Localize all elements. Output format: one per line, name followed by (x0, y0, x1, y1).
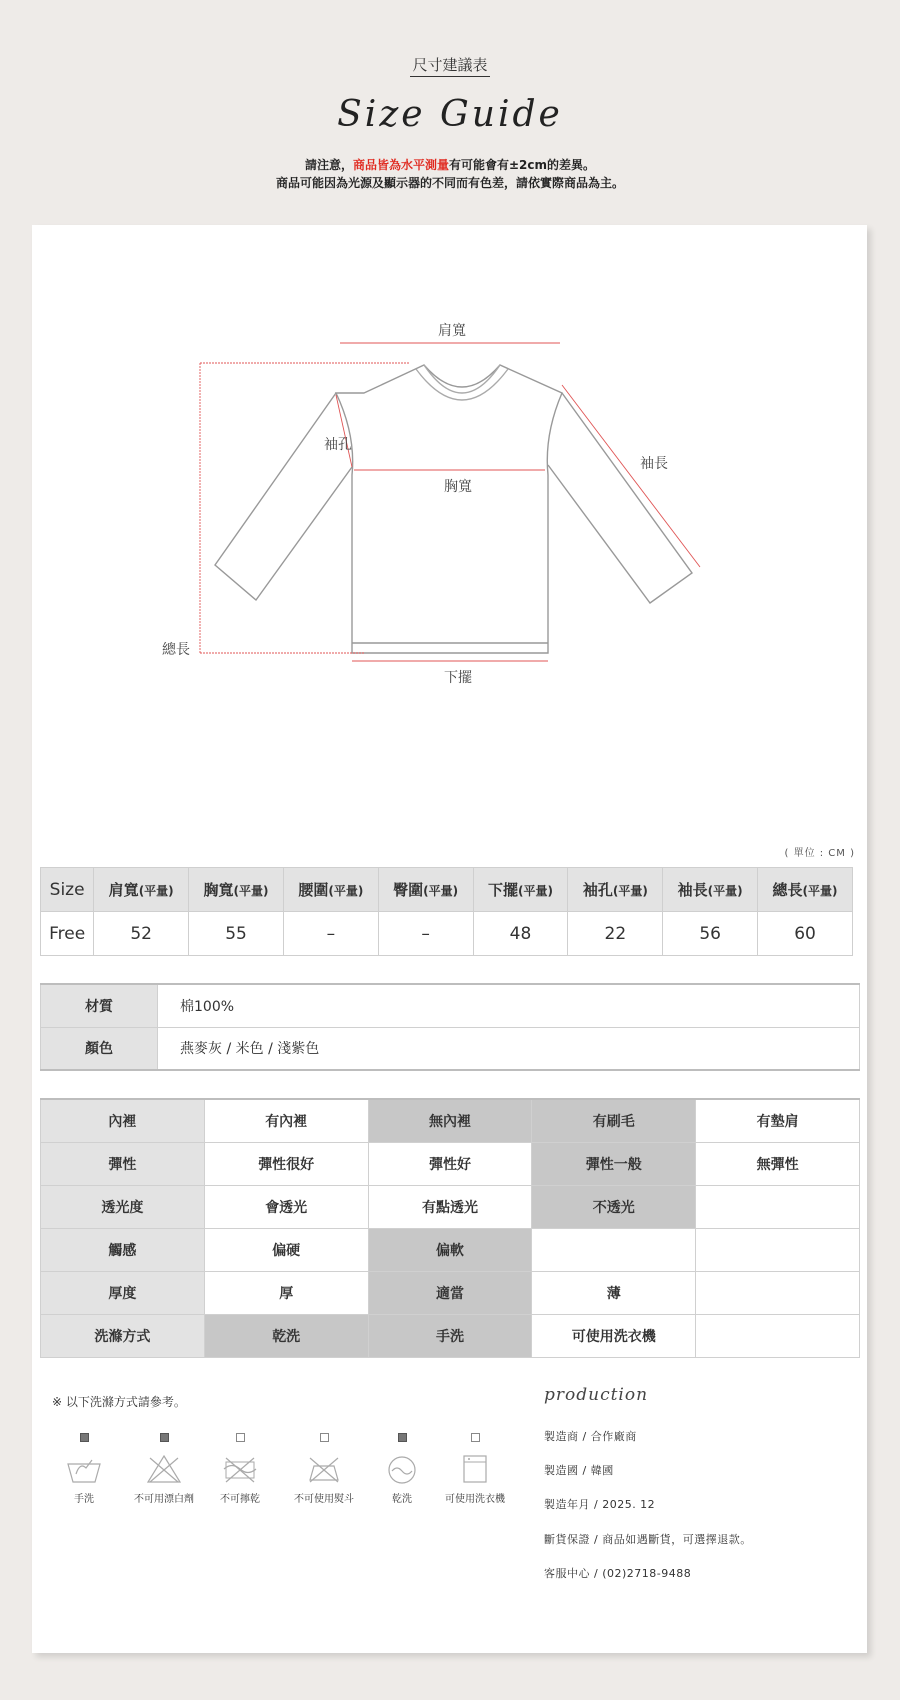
wash-label: 不可使用熨斗 (294, 1494, 354, 1505)
feature-option (696, 1185, 860, 1228)
table-row (41, 1027, 860, 1070)
feature-option: 彈性很好 (204, 1142, 368, 1185)
no-iron-icon (306, 1454, 342, 1484)
hem-label: 下擺 (444, 670, 472, 686)
column-header: 肩寬(平量) (94, 868, 189, 912)
table-cell: 48 (473, 912, 568, 956)
table-row (41, 912, 853, 956)
table-cell: – (378, 912, 473, 956)
customer-service-line: 客服中心 / (02)2718-9488 (544, 1567, 692, 1580)
feature-option: 無彈性 (696, 1142, 860, 1185)
unit-note: ( 單位 : CM ) (784, 848, 855, 859)
column-header: 胸寬(平量) (189, 868, 284, 912)
wash-item (362, 1433, 442, 1505)
wash-item (124, 1433, 204, 1505)
measurement-notes: 請注意，商品皆為水平測量有可能會有±2cm的差異。 商品可能因為光源及顯示器的不同而有色差，請依實際商品為主。 (275, 158, 624, 190)
production-line: 製造國 / 韓國 (544, 1464, 614, 1477)
column-header: 袖孔(平量) (568, 868, 663, 912)
color-value: 燕麥灰 / 米色 / 淺紫色 (158, 1027, 860, 1070)
table-row (41, 1185, 860, 1228)
feature-option-selected: 有刷毛 (532, 1099, 696, 1142)
wash-label: 手洗 (74, 1494, 94, 1505)
washing-machine-icon (457, 1454, 493, 1484)
size-value: Free (41, 912, 94, 956)
color-label: 顏色 (41, 1027, 158, 1070)
chest-label: 胸寬 (444, 479, 472, 495)
material-table (40, 983, 860, 1071)
no-bleach-icon (146, 1454, 182, 1484)
wash-label: 不可擰乾 (220, 1494, 260, 1505)
material-label: 材質 (41, 984, 158, 1027)
column-header: 腰圍(平量) (283, 868, 378, 912)
wash-item (44, 1433, 124, 1505)
feature-option-selected: 適當 (368, 1271, 532, 1314)
highlight-note: 商品皆為水平測量 (352, 158, 449, 172)
washing-note: ※ 以下洗滌方式請參考。 (52, 1395, 186, 1409)
table-cell: 56 (663, 912, 758, 956)
feature-option: 有內裡 (204, 1099, 368, 1142)
feature-label: 觸感 (41, 1228, 205, 1271)
sweater-illustration (32, 225, 867, 845)
table-row (41, 1099, 860, 1142)
sleeve-label: 袖長 (640, 456, 668, 472)
feature-label: 厚度 (41, 1271, 205, 1314)
armhole-label: 袖孔 (324, 437, 352, 453)
feature-label: 洗滌方式 (41, 1314, 205, 1357)
wash-label: 乾洗 (392, 1494, 412, 1505)
table-row (41, 984, 860, 1027)
table-cell: 60 (758, 912, 853, 956)
length-label: 總長 (162, 642, 190, 658)
column-header: 總長(平量) (758, 868, 853, 912)
unchecked-box-icon (236, 1433, 245, 1442)
features-table (40, 1098, 860, 1358)
checked-box-icon (398, 1433, 407, 1442)
wash-item (284, 1433, 364, 1505)
wash-item (435, 1433, 515, 1505)
feature-option (532, 1228, 696, 1271)
column-header: 下擺(平量) (473, 868, 568, 912)
feature-option: 厚 (204, 1271, 368, 1314)
feature-option-selected: 無內裡 (368, 1099, 532, 1142)
size-guide-card (32, 225, 867, 1653)
feature-option: 有點透光 (368, 1185, 532, 1228)
feature-label: 透光度 (41, 1185, 205, 1228)
feature-option-selected: 不透光 (532, 1185, 696, 1228)
garment-diagram (32, 225, 867, 845)
dry-clean-icon (384, 1454, 420, 1484)
page-title: Size Guide (337, 94, 563, 135)
table-cell: 55 (189, 912, 284, 956)
feature-option: 薄 (532, 1271, 696, 1314)
production-line: 斷貨保證 / 商品如遇斷貨，可選擇退款。 (544, 1533, 752, 1546)
size-table (40, 867, 853, 956)
table-row (41, 1314, 860, 1357)
material-value: 棉100% (158, 984, 860, 1027)
size-header: Size (41, 868, 94, 912)
header (0, 0, 900, 225)
checked-box-icon (160, 1433, 169, 1442)
feature-option-selected: 彈性一般 (532, 1142, 696, 1185)
table-cell: 22 (568, 912, 663, 956)
feature-option (696, 1271, 860, 1314)
unchecked-box-icon (320, 1433, 329, 1442)
checked-box-icon (80, 1433, 89, 1442)
table-row (41, 1271, 860, 1314)
feature-option (696, 1228, 860, 1271)
feature-option: 有墊肩 (696, 1099, 860, 1142)
feature-option: 可使用洗衣機 (532, 1314, 696, 1357)
table-cell: 52 (94, 912, 189, 956)
wash-item (200, 1433, 280, 1505)
no-wring-icon (222, 1454, 258, 1484)
production-line: 製造年月 / 2025. 12 (544, 1498, 656, 1511)
wash-label: 可使用洗衣機 (445, 1494, 505, 1505)
feature-option: 會透光 (204, 1185, 368, 1228)
production-title: production (544, 1385, 649, 1405)
table-row (41, 1142, 860, 1185)
column-header: 袖長(平量) (663, 868, 758, 912)
table-cell: – (283, 912, 378, 956)
feature-option: 偏硬 (204, 1228, 368, 1271)
wash-label: 不可用漂白劑 (134, 1494, 194, 1505)
shoulder-label: 肩寬 (438, 323, 466, 339)
feature-option: 彈性好 (368, 1142, 532, 1185)
feature-option (696, 1314, 860, 1357)
unchecked-box-icon (471, 1433, 480, 1442)
production-line: 製造商 / 合作廠商 (544, 1430, 637, 1443)
column-header: 臀圍(平量) (378, 868, 473, 912)
page-subtitle: 尺寸建議表 (0, 54, 900, 75)
feature-option-selected: 乾洗 (204, 1314, 368, 1357)
feature-label: 內裡 (41, 1099, 205, 1142)
table-row (41, 1228, 860, 1271)
size-table-header (41, 868, 853, 912)
hand-wash-icon (66, 1454, 102, 1484)
feature-label: 彈性 (41, 1142, 205, 1185)
feature-option-selected: 手洗 (368, 1314, 532, 1357)
feature-option-selected: 偏軟 (368, 1228, 532, 1271)
